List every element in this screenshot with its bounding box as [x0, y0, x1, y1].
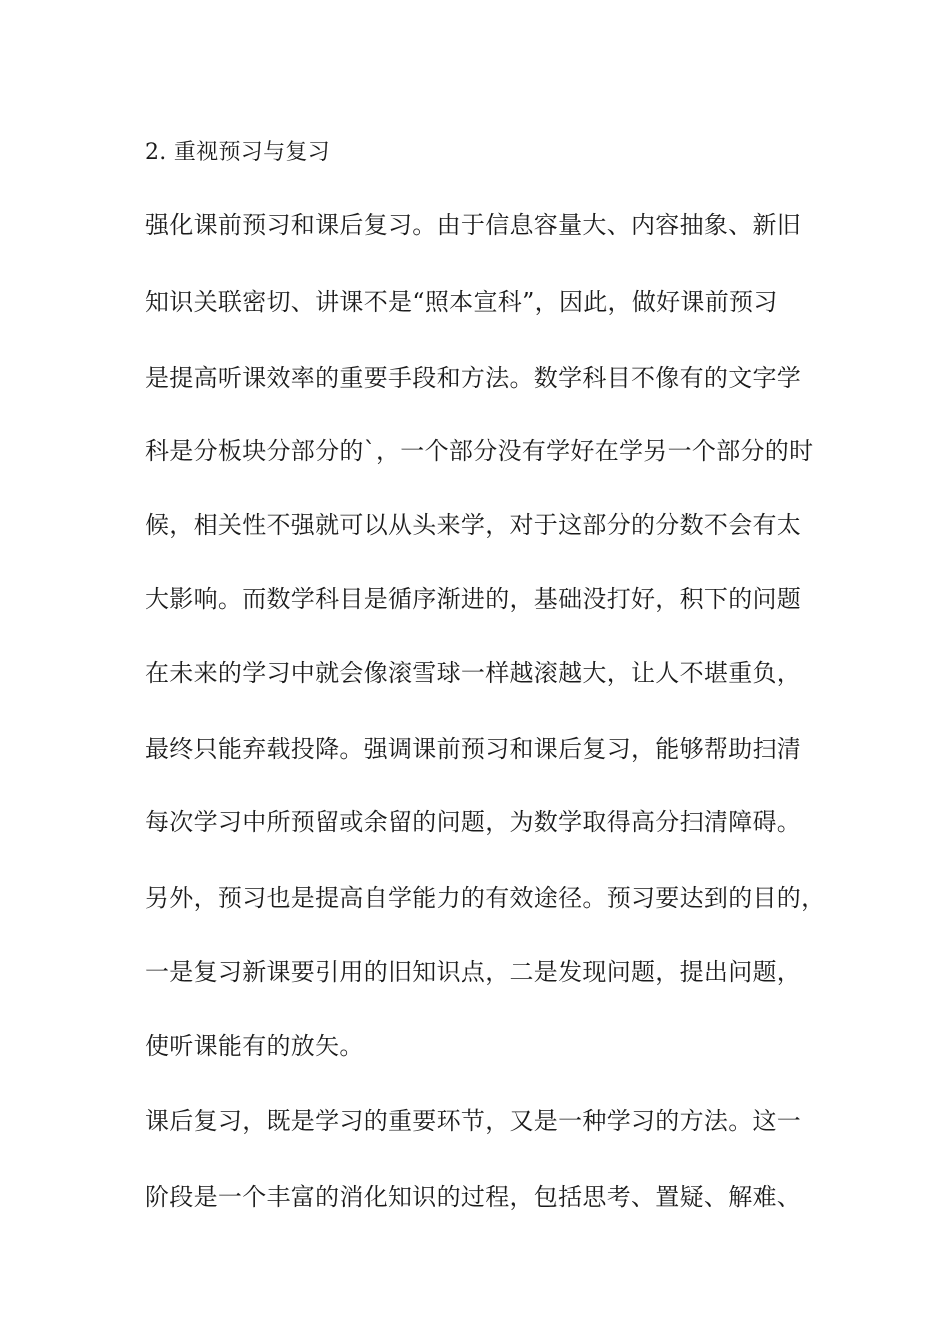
paragraph-line: 课后复习，既是学习的重要环节，又是一种学习的方法。这一: [145, 1107, 802, 1135]
paragraph-line: 在未来的学习中就会像滚雪球一样越滚越大，让人不堪重负，: [145, 659, 802, 687]
paragraph-line: 每次学习中所预留或余留的问题，为数学取得高分扫清障碍。: [145, 808, 802, 836]
paragraph-line: 最终只能弃载投降。强调课前预习和课后复习，能够帮助扫清: [145, 735, 802, 763]
paragraph-line: 另外，预习也是提高自学能力的有效途径。预习要达到的目的，: [145, 884, 826, 912]
paragraph-line: 强化课前预习和课后复习。由于信息容量大、内容抽象、新旧: [145, 211, 802, 239]
paragraph-line: 是提高听课效率的重要手段和方法。数学科目不像有的文字学: [145, 364, 802, 392]
paragraph-line: 大影响。而数学科目是循序渐进的，基础没打好，积下的问题: [145, 585, 802, 613]
paragraph-line: 使听课能有的放矢。: [145, 1032, 364, 1060]
paragraph-line: 知识关联密切、讲课不是“照本宣科”，因此，做好课前预习: [145, 288, 778, 316]
paragraph-line: 科是分板块分部分的`，一个部分没有学好在学另一个部分的时: [145, 437, 814, 465]
paragraph-line: 候，相关性不强就可以从头来学，对于这部分的分数不会有太: [145, 511, 802, 539]
section-heading: 2. 重视预习与复习: [145, 140, 330, 165]
paragraph-line: 一是复习新课要引用的旧知识点，二是发现问题，提出问题，: [145, 958, 802, 986]
paragraph-line: 阶段是一个丰富的消化知识的过程，包括思考、置疑、解难、: [145, 1183, 802, 1211]
